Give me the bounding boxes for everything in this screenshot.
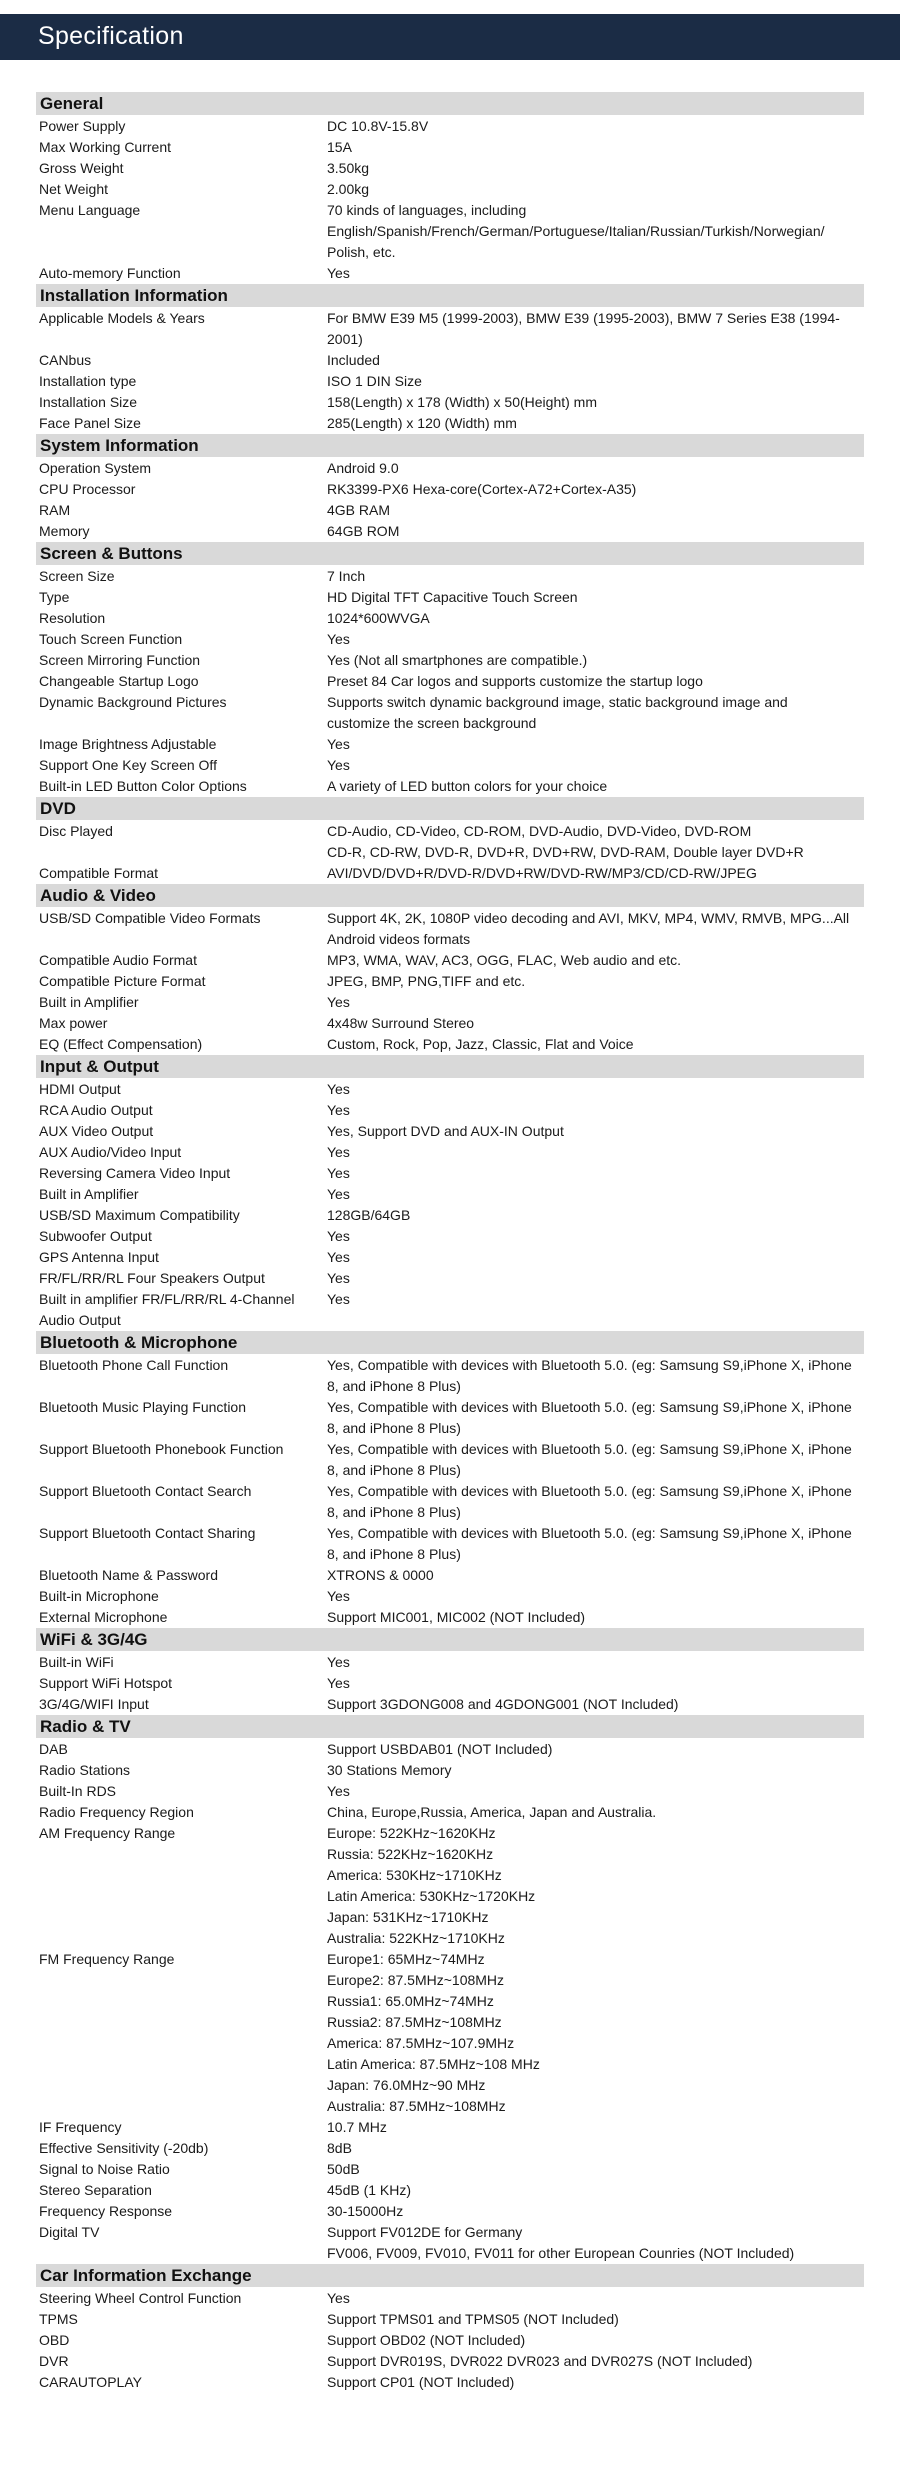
spec-row <box>36 1184 864 1205</box>
spec-row <box>36 1247 864 1268</box>
spec-row <box>36 1949 864 2117</box>
spec-label: Built-In RDS <box>39 1783 117 1799</box>
spec-row <box>36 1226 864 1247</box>
spec-label: Stereo Separation <box>39 2182 152 2198</box>
spec-label: Compatible Audio Format <box>39 952 197 968</box>
spec-label: 3G/4G/WIFI Input <box>39 1696 149 1712</box>
spec-value: 1024*600WVGA <box>327 610 430 626</box>
spec-row <box>36 2201 864 2222</box>
spec-row <box>36 587 864 608</box>
spec-row <box>36 1079 864 1100</box>
spec-label: AM Frequency Range <box>39 1825 176 1841</box>
spec-value: 2.00kg <box>327 181 370 197</box>
spec-label: Radio Frequency Region <box>39 1804 194 1820</box>
spec-label: Effective Sensitivity (-20db) <box>39 2140 209 2156</box>
spec-row <box>36 458 864 479</box>
spec-row <box>36 1760 864 1781</box>
spec-row <box>36 1397 864 1439</box>
spec-value: Europe: 522KHz~1620KHz Russia: 522KHz~1620KHz America: 530KHz~1710KHz Latin America: 530KHz~1720KHz Japan: 531KHz~1710KHz Australia: 522KHz~1710KHz <box>327 1825 536 1946</box>
spec-row <box>36 500 864 521</box>
spec-value: Yes <box>327 1144 350 1160</box>
spec-value: Support USBDAB01 (NOT Included) <box>327 1741 553 1757</box>
section-heading: Audio & Video <box>36 884 864 907</box>
spec-row <box>36 2372 864 2393</box>
spec-label: TPMS <box>39 2311 78 2327</box>
spec-label: GPS Antenna Input <box>39 1249 159 1265</box>
spec-row <box>36 629 864 650</box>
spec-value: AVI/DVD/DVD+R/DVD-R/DVD+RW/DVD-RW/MP3/CD/CD-RW/JPEG <box>327 865 757 881</box>
spec-value: Yes, Support DVD and AUX-IN Output <box>327 1123 564 1139</box>
spec-value: Yes <box>327 631 350 647</box>
spec-value: Europe1: 65MHz~74MHz Europe2: 87.5MHz~108MHz Russia1: 65.0MHz~74MHz Russia2: 87.5MHz~108MHz America: 87.5MHz~107.9MHz Latin America: 87.5MHz~108 MHz Japan: 76.0MHz~90 MHz Australia: 87.5MHz~108MHz <box>327 1951 540 2114</box>
spec-value: Android 9.0 <box>327 460 399 476</box>
section-heading: Car Information Exchange <box>36 2264 864 2287</box>
spec-table <box>36 92 864 2393</box>
spec-row <box>36 2138 864 2159</box>
spec-row <box>36 1694 864 1715</box>
spec-label: Steering Wheel Control Function <box>39 2290 242 2306</box>
spec-label: Image Brightness Adjustable <box>39 736 217 752</box>
spec-value: Support FV012DE for Germany FV006, FV009, FV010, FV011 for other European Counries (NOT Included) <box>327 2224 795 2261</box>
spec-row <box>36 1481 864 1523</box>
section-heading: Input & Output <box>36 1055 864 1078</box>
spec-row <box>36 350 864 371</box>
spec-label: Auto-memory Function <box>39 265 181 281</box>
spec-value: Yes, Compatible with devices with Bluetooth 5.0. (eg: Samsung S9,iPhone X, iPhone 8, and iPhone 8 Plus) <box>327 1441 852 1478</box>
spec-label: IF Frequency <box>39 2119 122 2135</box>
spec-row <box>36 1121 864 1142</box>
spec-label: HDMI Output <box>39 1081 121 1097</box>
spec-row <box>36 608 864 629</box>
spec-row <box>36 1355 864 1397</box>
spec-row <box>36 1439 864 1481</box>
spec-label: Radio Stations <box>39 1762 131 1778</box>
spec-label: Face Panel Size <box>39 415 141 431</box>
spec-label: Built-in Microphone <box>39 1588 159 1604</box>
spec-value: Yes <box>327 1588 350 1604</box>
spec-value: Yes <box>327 736 350 752</box>
section-heading: WiFi & 3G/4G <box>36 1628 864 1651</box>
spec-label: Bluetooth Name & Password <box>39 1567 218 1583</box>
spec-row <box>36 1652 864 1673</box>
spec-label: Installation Size <box>39 394 138 410</box>
section-heading: Installation Information <box>36 284 864 307</box>
spec-label: Operation System <box>39 460 152 476</box>
spec-label: Changeable Startup Logo <box>39 673 199 689</box>
spec-row <box>36 2330 864 2351</box>
spec-label: Frequency Response <box>39 2203 173 2219</box>
spec-value: 3.50kg <box>327 160 370 176</box>
spec-value: Yes <box>327 757 350 773</box>
spec-value: For BMW E39 M5 (1999-2003), BMW E39 (1995-2003), BMW 7 Series E38 (1994- 2001) <box>327 310 840 347</box>
spec-value: Support CP01 (NOT Included) <box>327 2374 515 2390</box>
spec-row <box>36 2117 864 2138</box>
spec-value: 45dB (1 KHz) <box>327 2182 412 2198</box>
spec-value: 30 Stations Memory <box>327 1762 452 1778</box>
spec-label: AUX Audio/Video Input <box>39 1144 182 1160</box>
spec-row <box>36 392 864 413</box>
spec-label: Reversing Camera Video Input <box>39 1165 231 1181</box>
spec-label: Built-in LED Button Color Options <box>39 778 247 794</box>
spec-value: Support OBD02 (NOT Included) <box>327 2332 526 2348</box>
section-heading: DVD <box>36 797 864 820</box>
spec-row <box>36 116 864 137</box>
spec-value: Included <box>327 352 380 368</box>
page-header <box>0 14 900 60</box>
spec-label: Built in Amplifier <box>39 1186 139 1202</box>
spec-value: Yes <box>327 1654 350 1670</box>
spec-row <box>36 1205 864 1226</box>
spec-value: Yes <box>327 265 350 281</box>
spec-label: Signal to Noise Ratio <box>39 2161 170 2177</box>
spec-row <box>36 1739 864 1760</box>
spec-row <box>36 179 864 200</box>
spec-row <box>36 950 864 971</box>
spec-label: Support WiFi Hotspot <box>39 1675 173 1691</box>
spec-label: Built in Amplifier <box>39 994 139 1010</box>
spec-value: 285(Length) x 120 (Width) mm <box>327 415 517 431</box>
spec-value: DC 10.8V-15.8V <box>327 118 429 134</box>
spec-row <box>36 2288 864 2309</box>
spec-row <box>36 971 864 992</box>
spec-label: Installation type <box>39 373 137 389</box>
spec-label: Support Bluetooth Phonebook Function <box>39 1441 284 1457</box>
spec-row <box>36 734 864 755</box>
spec-row <box>36 1523 864 1565</box>
spec-row <box>36 671 864 692</box>
spec-row <box>36 2351 864 2372</box>
spec-row <box>36 1802 864 1823</box>
spec-label: USB/SD Maximum Compatibility <box>39 1207 240 1223</box>
spec-row <box>36 308 864 350</box>
spec-value: 30-15000Hz <box>327 2203 404 2219</box>
spec-row <box>36 479 864 500</box>
spec-value: Custom, Rock, Pop, Jazz, Classic, Flat and Voice <box>327 1036 634 1052</box>
spec-label: CARAUTOPLAY <box>39 2374 142 2390</box>
spec-label: EQ (Effect Compensation) <box>39 1036 203 1052</box>
spec-label: Touch Screen Function <box>39 631 183 647</box>
spec-value: Yes <box>327 1249 350 1265</box>
section-heading: Radio & TV <box>36 1715 864 1738</box>
spec-label: RCA Audio Output <box>39 1102 153 1118</box>
spec-value: MP3, WMA, WAV, AC3, OGG, FLAC, Web audio and etc. <box>327 952 682 968</box>
spec-row <box>36 2222 864 2264</box>
spec-label: RAM <box>39 502 71 518</box>
spec-row <box>36 2159 864 2180</box>
spec-label: Compatible Format <box>39 865 159 881</box>
spec-value: A variety of LED button colors for your choice <box>327 778 608 794</box>
spec-label: Dynamic Background Pictures <box>39 694 227 710</box>
spec-row <box>36 158 864 179</box>
spec-row <box>36 2309 864 2330</box>
spec-value: Yes <box>327 1291 350 1307</box>
spec-value: Support 3GDONG008 and 4GDONG001 (NOT Included) <box>327 1696 679 1712</box>
spec-label: Support Bluetooth Contact Sharing <box>39 1525 256 1541</box>
section-heading: Screen & Buttons <box>36 542 864 565</box>
spec-value: 15A <box>327 139 352 155</box>
spec-row <box>36 650 864 671</box>
spec-label: Gross Weight <box>39 160 124 176</box>
spec-label: Screen Mirroring Function <box>39 652 201 668</box>
spec-label: OBD <box>39 2332 70 2348</box>
spec-label: Power Supply <box>39 118 126 134</box>
spec-row <box>36 821 864 863</box>
spec-row <box>36 1823 864 1949</box>
spec-row <box>36 1586 864 1607</box>
spec-row <box>36 1013 864 1034</box>
spec-row <box>36 263 864 284</box>
spec-label: Screen Size <box>39 568 115 584</box>
spec-value: Support DVR019S, DVR022 DVR023 and DVR027S (NOT Included) <box>327 2353 753 2369</box>
spec-row <box>36 521 864 542</box>
section-heading: System Information <box>36 434 864 457</box>
spec-value: Support MIC001, MIC002 (NOT Included) <box>327 1609 586 1625</box>
spec-row <box>36 371 864 392</box>
spec-row <box>36 1565 864 1586</box>
spec-value: Yes <box>327 2290 350 2306</box>
spec-label: DAB <box>39 1741 68 1757</box>
spec-value: Yes <box>327 1102 350 1118</box>
spec-row <box>36 1607 864 1628</box>
spec-value: ISO 1 DIN Size <box>327 373 422 389</box>
spec-value: 64GB ROM <box>327 523 400 539</box>
spec-row <box>36 692 864 734</box>
spec-value: Supports switch dynamic background image, static background image and customize the screen background <box>327 694 788 731</box>
spec-value: Yes <box>327 1783 350 1799</box>
spec-label: Memory <box>39 523 90 539</box>
spec-value: Yes, Compatible with devices with Bluetooth 5.0. (eg: Samsung S9,iPhone X, iPhone 8, and iPhone 8 Plus) <box>327 1399 852 1436</box>
spec-row <box>36 908 864 950</box>
spec-label: Subwoofer Output <box>39 1228 152 1244</box>
spec-label: Applicable Models & Years <box>39 310 205 326</box>
spec-label: Support One Key Screen Off <box>39 757 217 773</box>
spec-label: Net Weight <box>39 181 108 197</box>
spec-value: 10.7 MHz <box>327 2119 387 2135</box>
spec-value: Yes <box>327 1081 350 1097</box>
spec-label: Built in amplifier FR/FL/RR/RL 4-Channel Audio Output <box>39 1291 295 1328</box>
spec-label: FR/FL/RR/RL Four Speakers Output <box>39 1270 265 1286</box>
page-title: Specification <box>38 22 184 50</box>
spec-label: Compatible Picture Format <box>39 973 206 989</box>
spec-label: Support Bluetooth Contact Search <box>39 1483 252 1499</box>
spec-value: Yes, Compatible with devices with Bluetooth 5.0. (eg: Samsung S9,iPhone X, iPhone 8, and iPhone 8 Plus) <box>327 1525 852 1562</box>
spec-value: Yes (Not all smartphones are compatible.) <box>327 652 588 668</box>
spec-row <box>36 1268 864 1289</box>
spec-value: China, Europe,Russia, America, Japan and Australia. <box>327 1804 657 1820</box>
spec-label: External Microphone <box>39 1609 168 1625</box>
spec-row <box>36 2180 864 2201</box>
spec-value: Yes <box>327 1228 350 1244</box>
spec-value: 158(Length) x 178 (Width) x 50(Height) mm <box>327 394 597 410</box>
spec-row <box>36 1142 864 1163</box>
spec-row <box>36 1673 864 1694</box>
spec-value: Yes <box>327 1675 350 1691</box>
spec-row <box>36 1289 864 1331</box>
spec-value: Yes, Compatible with devices with Bluetooth 5.0. (eg: Samsung S9,iPhone X, iPhone 8, and iPhone 8 Plus) <box>327 1357 852 1394</box>
spec-value: JPEG, BMP, PNG,TIFF and etc. <box>327 973 526 989</box>
spec-label: Type <box>39 589 70 605</box>
spec-value: Yes, Compatible with devices with Bluetooth 5.0. (eg: Samsung S9,iPhone X, iPhone 8, and iPhone 8 Plus) <box>327 1483 852 1520</box>
spec-row <box>36 1163 864 1184</box>
spec-value: CD-Audio, CD-Video, CD-ROM, DVD-Audio, DVD-Video, DVD-ROM CD-R, CD-RW, DVD-R, DVD+R, DVD+RW, DVD-RAM, Double layer DVD+R <box>327 823 804 860</box>
spec-value: HD Digital TFT Capacitive Touch Screen <box>327 589 578 605</box>
section-heading: Bluetooth & Microphone <box>36 1331 864 1354</box>
spec-value: RK3399-PX6 Hexa-core(Cortex-A72+Cortex-A35) <box>327 481 637 497</box>
section-heading: General <box>36 92 864 115</box>
spec-label: Max power <box>39 1015 108 1031</box>
spec-label: USB/SD Compatible Video Formats <box>39 910 261 926</box>
spec-label: Resolution <box>39 610 106 626</box>
spec-label: Bluetooth Phone Call Function <box>39 1357 229 1373</box>
spec-label: Built-in WiFi <box>39 1654 114 1670</box>
spec-value: 4GB RAM <box>327 502 391 518</box>
spec-value: 128GB/64GB <box>327 1207 411 1223</box>
spec-value: 8dB <box>327 2140 352 2156</box>
spec-value: 50dB <box>327 2161 360 2177</box>
spec-row <box>36 137 864 158</box>
spec-label: CPU Processor <box>39 481 136 497</box>
spec-label: Digital TV <box>39 2224 100 2240</box>
spec-value: 4x48w Surround Stereo <box>327 1015 475 1031</box>
spec-label: CANbus <box>39 352 92 368</box>
spec-row <box>36 413 864 434</box>
spec-label: Menu Language <box>39 202 141 218</box>
spec-row <box>36 755 864 776</box>
spec-row <box>36 1100 864 1121</box>
spec-label: AUX Video Output <box>39 1123 154 1139</box>
spec-value: 7 Inch <box>327 568 366 584</box>
spec-label: FM Frequency Range <box>39 1951 175 1967</box>
spec-value: Yes <box>327 1186 350 1202</box>
spec-value: Preset 84 Car logos and supports customize the startup logo <box>327 673 703 689</box>
spec-value: Support 4K, 2K, 1080P video decoding and AVI, MKV, MP4, WMV, RMVB, MPG...All Android videos formats <box>327 910 850 947</box>
spec-row <box>36 992 864 1013</box>
spec-row <box>36 776 864 797</box>
spec-row <box>36 566 864 587</box>
spec-label: Max Working Current <box>39 139 172 155</box>
spec-value: Yes <box>327 1165 350 1181</box>
spec-value: XTRONS & 0000 <box>327 1567 434 1583</box>
spec-row <box>36 863 864 884</box>
spec-row <box>36 200 864 263</box>
spec-row <box>36 1781 864 1802</box>
spec-value: Yes <box>327 1270 350 1286</box>
spec-value: Support TPMS01 and TPMS05 (NOT Included) <box>327 2311 619 2327</box>
spec-label: Disc Played <box>39 823 113 839</box>
spec-row <box>36 1034 864 1055</box>
spec-value: 70 kinds of languages, including English/Spanish/French/German/Portuguese/Italian/Russian/Turkish/Norwegian/ Polish, etc. <box>327 202 825 260</box>
spec-label: DVR <box>39 2353 69 2369</box>
spec-value: Yes <box>327 994 350 1010</box>
spec-label: Bluetooth Music Playing Function <box>39 1399 246 1415</box>
